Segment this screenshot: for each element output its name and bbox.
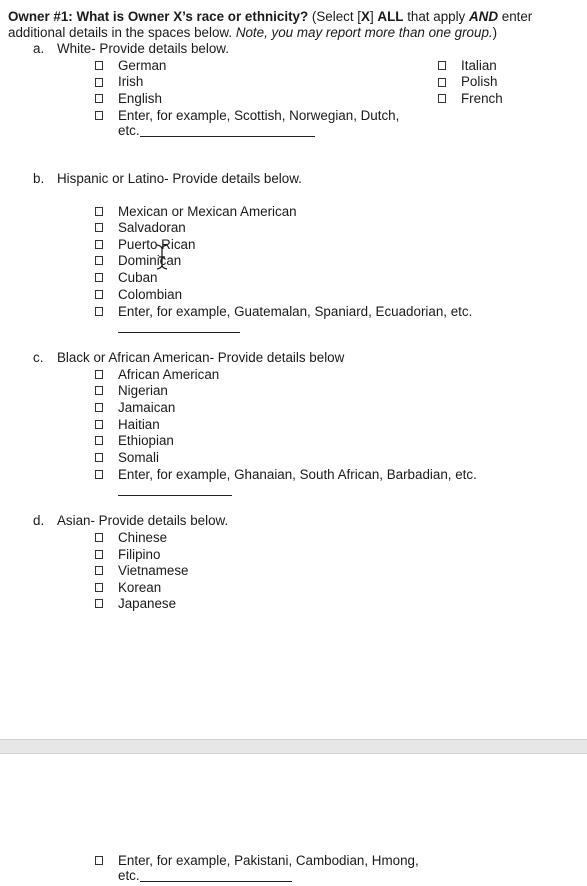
checkbox-puerto-rican[interactable] [95, 240, 103, 249]
instruction-line2: additional details in the spaces below. [8, 25, 233, 40]
instruction-and: AND [469, 9, 499, 24]
checkbox-dominican[interactable] [95, 256, 103, 265]
option-label-vietnamese: Vietnamese [118, 563, 189, 578]
instruction-note: Note, you may report more than one group. [235, 25, 493, 40]
checkbox-irish[interactable] [95, 78, 103, 87]
option-label-asian-other-etc: etc. [118, 868, 140, 883]
checkbox-french[interactable] [438, 94, 446, 103]
checkbox-cuban[interactable] [95, 273, 103, 282]
checkbox-haitian[interactable] [95, 420, 103, 429]
option-label-italian: Italian [461, 58, 497, 73]
instruction-x: X [361, 9, 370, 24]
section-marker-white: a. [33, 41, 45, 56]
checkbox-african-american[interactable] [95, 370, 103, 379]
option-label-asian-other: Enter, for example, Pakistani, Cambodian, Hmong, [118, 853, 419, 868]
asian-other-details-field[interactable] [140, 881, 292, 882]
white-other-details-field[interactable] [140, 136, 315, 137]
option-label-english: English [118, 91, 162, 106]
checkbox-chinese[interactable] [95, 533, 103, 542]
section-heading-black: Black or African American- Provide details below [57, 350, 345, 365]
option-label-cuban: Cuban [118, 270, 158, 285]
black-other-details-field[interactable] [118, 495, 232, 496]
section-heading-hispanic: Hispanic or Latino- Provide details below. [57, 171, 302, 186]
option-label-german: German [118, 58, 167, 73]
section-marker-hispanic: b. [33, 171, 45, 186]
checkbox-italian[interactable] [438, 61, 446, 70]
option-label-chinese: Chinese [118, 530, 168, 545]
question-header [8, 9, 532, 26]
option-label-filipino: Filipino [118, 547, 161, 562]
option-label-ethiopian: Ethiopian [118, 433, 174, 448]
checkbox-black-other[interactable] [95, 470, 103, 479]
checkbox-salvadoran[interactable] [95, 223, 103, 232]
option-label-korean: Korean [118, 580, 162, 595]
section-heading-asian: Asian- Provide details below. [57, 513, 229, 528]
checkbox-mexican[interactable] [95, 207, 103, 216]
option-label-dominican: Dominican [118, 253, 182, 268]
question-text: What is Owner X’s race or ethnicity? [76, 9, 309, 24]
question-header-line2 [8, 25, 497, 42]
option-label-french: French [461, 91, 503, 106]
checkbox-jamaican[interactable] [95, 403, 103, 412]
checkbox-ethiopian[interactable] [95, 436, 103, 445]
section-marker-black: c. [33, 350, 44, 365]
checkbox-polish[interactable] [438, 78, 446, 87]
option-label-puerto-rican: Puerto Rican [118, 237, 196, 252]
page-break [0, 739, 587, 754]
owner-label: Owner #1: [8, 9, 73, 24]
hispanic-other-details-field[interactable] [118, 332, 240, 333]
checkbox-filipino[interactable] [95, 550, 103, 559]
checkbox-hispanic-other[interactable] [95, 307, 103, 316]
instruction-open: (Select [ [311, 9, 362, 24]
option-label-nigerian: Nigerian [118, 383, 168, 398]
checkbox-english[interactable] [95, 94, 103, 103]
option-label-white-other: Enter, for example, Scottish, Norwegian, Dutch, [118, 108, 400, 123]
option-label-somali: Somali [118, 450, 159, 465]
instruction-enter: enter [501, 9, 533, 24]
option-label-colombian: Colombian [118, 287, 183, 302]
section-marker-asian: d. [33, 513, 45, 528]
option-label-mexican: Mexican or Mexican American [118, 204, 297, 219]
option-label-white-other-etc: etc. [118, 123, 140, 138]
checkbox-white-other[interactable] [95, 111, 103, 120]
section-heading-white: White- Provide details below. [57, 41, 229, 56]
checkbox-nigerian[interactable] [95, 386, 103, 395]
checkbox-japanese[interactable] [95, 599, 103, 608]
checkbox-vietnamese[interactable] [95, 566, 103, 575]
option-label-haitian: Haitian [118, 417, 160, 432]
instruction-line2-end: ) [492, 25, 498, 40]
instruction-close: ] [369, 9, 374, 24]
instruction-apply: that apply [407, 9, 466, 24]
checkbox-german[interactable] [95, 61, 103, 70]
option-label-polish: Polish [461, 74, 498, 89]
option-label-irish: Irish [118, 74, 144, 89]
checkbox-asian-other[interactable] [95, 856, 103, 865]
text-cursor-icon [156, 244, 168, 270]
option-label-black-other: Enter, for example, Ghanaian, South African, Barbadian, etc. [118, 467, 477, 482]
option-label-salvadoran: Salvadoran [118, 220, 186, 235]
instruction-all: ALL [377, 9, 404, 24]
checkbox-korean[interactable] [95, 583, 103, 592]
option-label-japanese: Japanese [118, 596, 177, 611]
checkbox-colombian[interactable] [95, 290, 103, 299]
option-label-jamaican: Jamaican [118, 400, 176, 415]
option-label-hispanic-other: Enter, for example, Guatemalan, Spaniard, Ecuadorian, etc. [118, 304, 473, 319]
checkbox-somali[interactable] [95, 453, 103, 462]
option-label-african-american: African American [118, 367, 220, 382]
